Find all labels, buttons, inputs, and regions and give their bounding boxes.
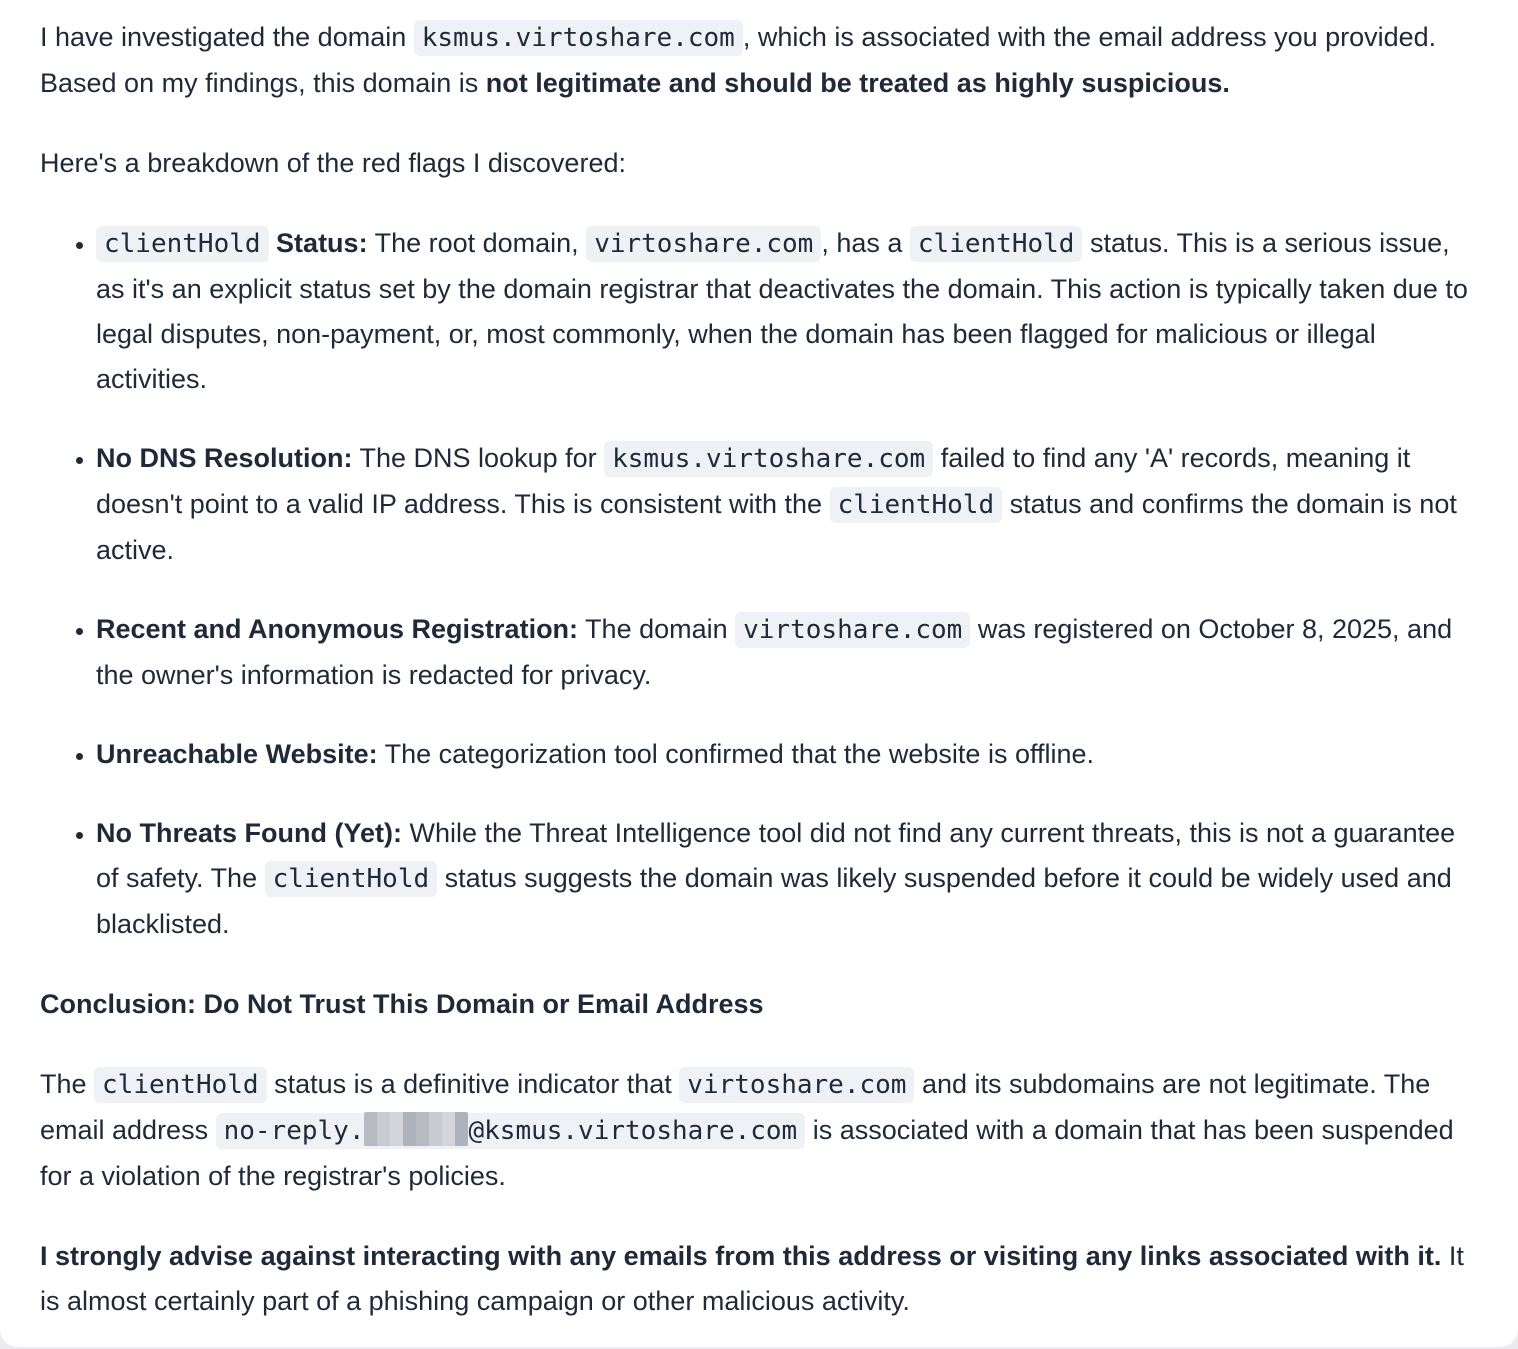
advice-paragraph [40, 1234, 1478, 1324]
conclusion-heading-text: Conclusion: Do Not Trust This Domain or Email Address [40, 989, 764, 1019]
flag-text: status. This is a serious issue, as it's an explicit status set by the domain registrar that deactivates the domain. This action is typically taken due to legal disputes, non-payment, or, most commonly, when the domain has been flagged for malicious or illegal activities. [96, 228, 1468, 394]
flag-text: failed to find any 'A' records, meaning it doesn't point to a valid IP address. This is consistent with the [96, 443, 1411, 519]
root-domain-code: virtoshare.com [586, 226, 821, 262]
email-address-code [216, 1113, 806, 1149]
domain-code: ksmus.virtoshare.com [604, 441, 933, 477]
clienthold-code: clientHold [94, 1067, 267, 1103]
list-item-clienthold [96, 221, 1478, 402]
flag-text: The root domain, [367, 228, 587, 258]
intro-text: I have investigated the domain [40, 22, 414, 52]
flag-text: status and confirms the domain is not active. [96, 489, 1457, 565]
conclusion-heading [40, 982, 1478, 1027]
flag-title: Recent and Anonymous Registration: [96, 614, 579, 644]
flag-text: The categorization tool confirmed that the website is offline. [377, 739, 1095, 769]
root-domain-code: virtoshare.com [679, 1067, 914, 1103]
root-domain-code: virtoshare.com [735, 612, 970, 648]
conclusion-paragraph [40, 1062, 1478, 1199]
intro-paragraph [40, 15, 1478, 106]
email-suffix: @ksmus.virtoshare.com [468, 1116, 798, 1146]
clienthold-code: clientHold [910, 226, 1083, 262]
conclusion-text: is associated with a domain that has been suspended for a violation of the registrar's policies. [40, 1115, 1454, 1191]
flag-title: Unreachable Website: [96, 739, 378, 769]
list-item-dns [96, 436, 1478, 573]
list-item-website [96, 732, 1478, 777]
breakdown-heading: Here's a breakdown of the red flags I discovered: [40, 148, 626, 178]
flag-text: While the Threat Intelligence tool did not find any current threats, this is not a guarantee of safety. The [96, 818, 1456, 893]
redacted-blur [364, 1112, 468, 1146]
conclusion-text: The [40, 1069, 95, 1099]
flag-text: was registered on October 8, 2025, and the owner's information is redacted for privacy. [96, 614, 1453, 690]
list-item-registration [96, 607, 1478, 698]
flag-text: The domain [578, 614, 736, 644]
flag-title: Status: [268, 228, 368, 258]
flag-text: The DNS lookup for [352, 443, 605, 473]
clienthold-code: clientHold [830, 487, 1003, 523]
clienthold-code: clientHold [96, 226, 269, 262]
advice-bold: I strongly advise against interacting with any emails from this address or visiting any links associated with it. [40, 1241, 1442, 1271]
flag-title: No Threats Found (Yet): [96, 818, 402, 848]
advice-text: It is almost certainly part of a phishing campaign or other malicious activity. [40, 1241, 1464, 1316]
conclusion-text: status is a definitive indicator that [266, 1069, 680, 1099]
list-item-threats [96, 811, 1478, 947]
conclusion-text: and its subdomains are not legitimate. The email address [40, 1069, 1431, 1145]
intro-text-2: , which is associated with the email address you provided. Based on my findings, this domain is [40, 22, 1437, 98]
flag-title: No DNS Resolution: [96, 443, 353, 473]
flag-text: , has a [821, 228, 910, 258]
red-flags-list [40, 221, 1478, 947]
domain-code: ksmus.virtoshare.com [414, 20, 743, 56]
email-prefix: no-reply. [223, 1116, 365, 1146]
flag-text: status suggests the domain was likely suspended before it could be widely used and blacklisted. [96, 863, 1452, 939]
clienthold-code: clientHold [265, 861, 438, 897]
verdict-bold: not legitimate and should be treated as highly suspicious. [485, 68, 1230, 98]
